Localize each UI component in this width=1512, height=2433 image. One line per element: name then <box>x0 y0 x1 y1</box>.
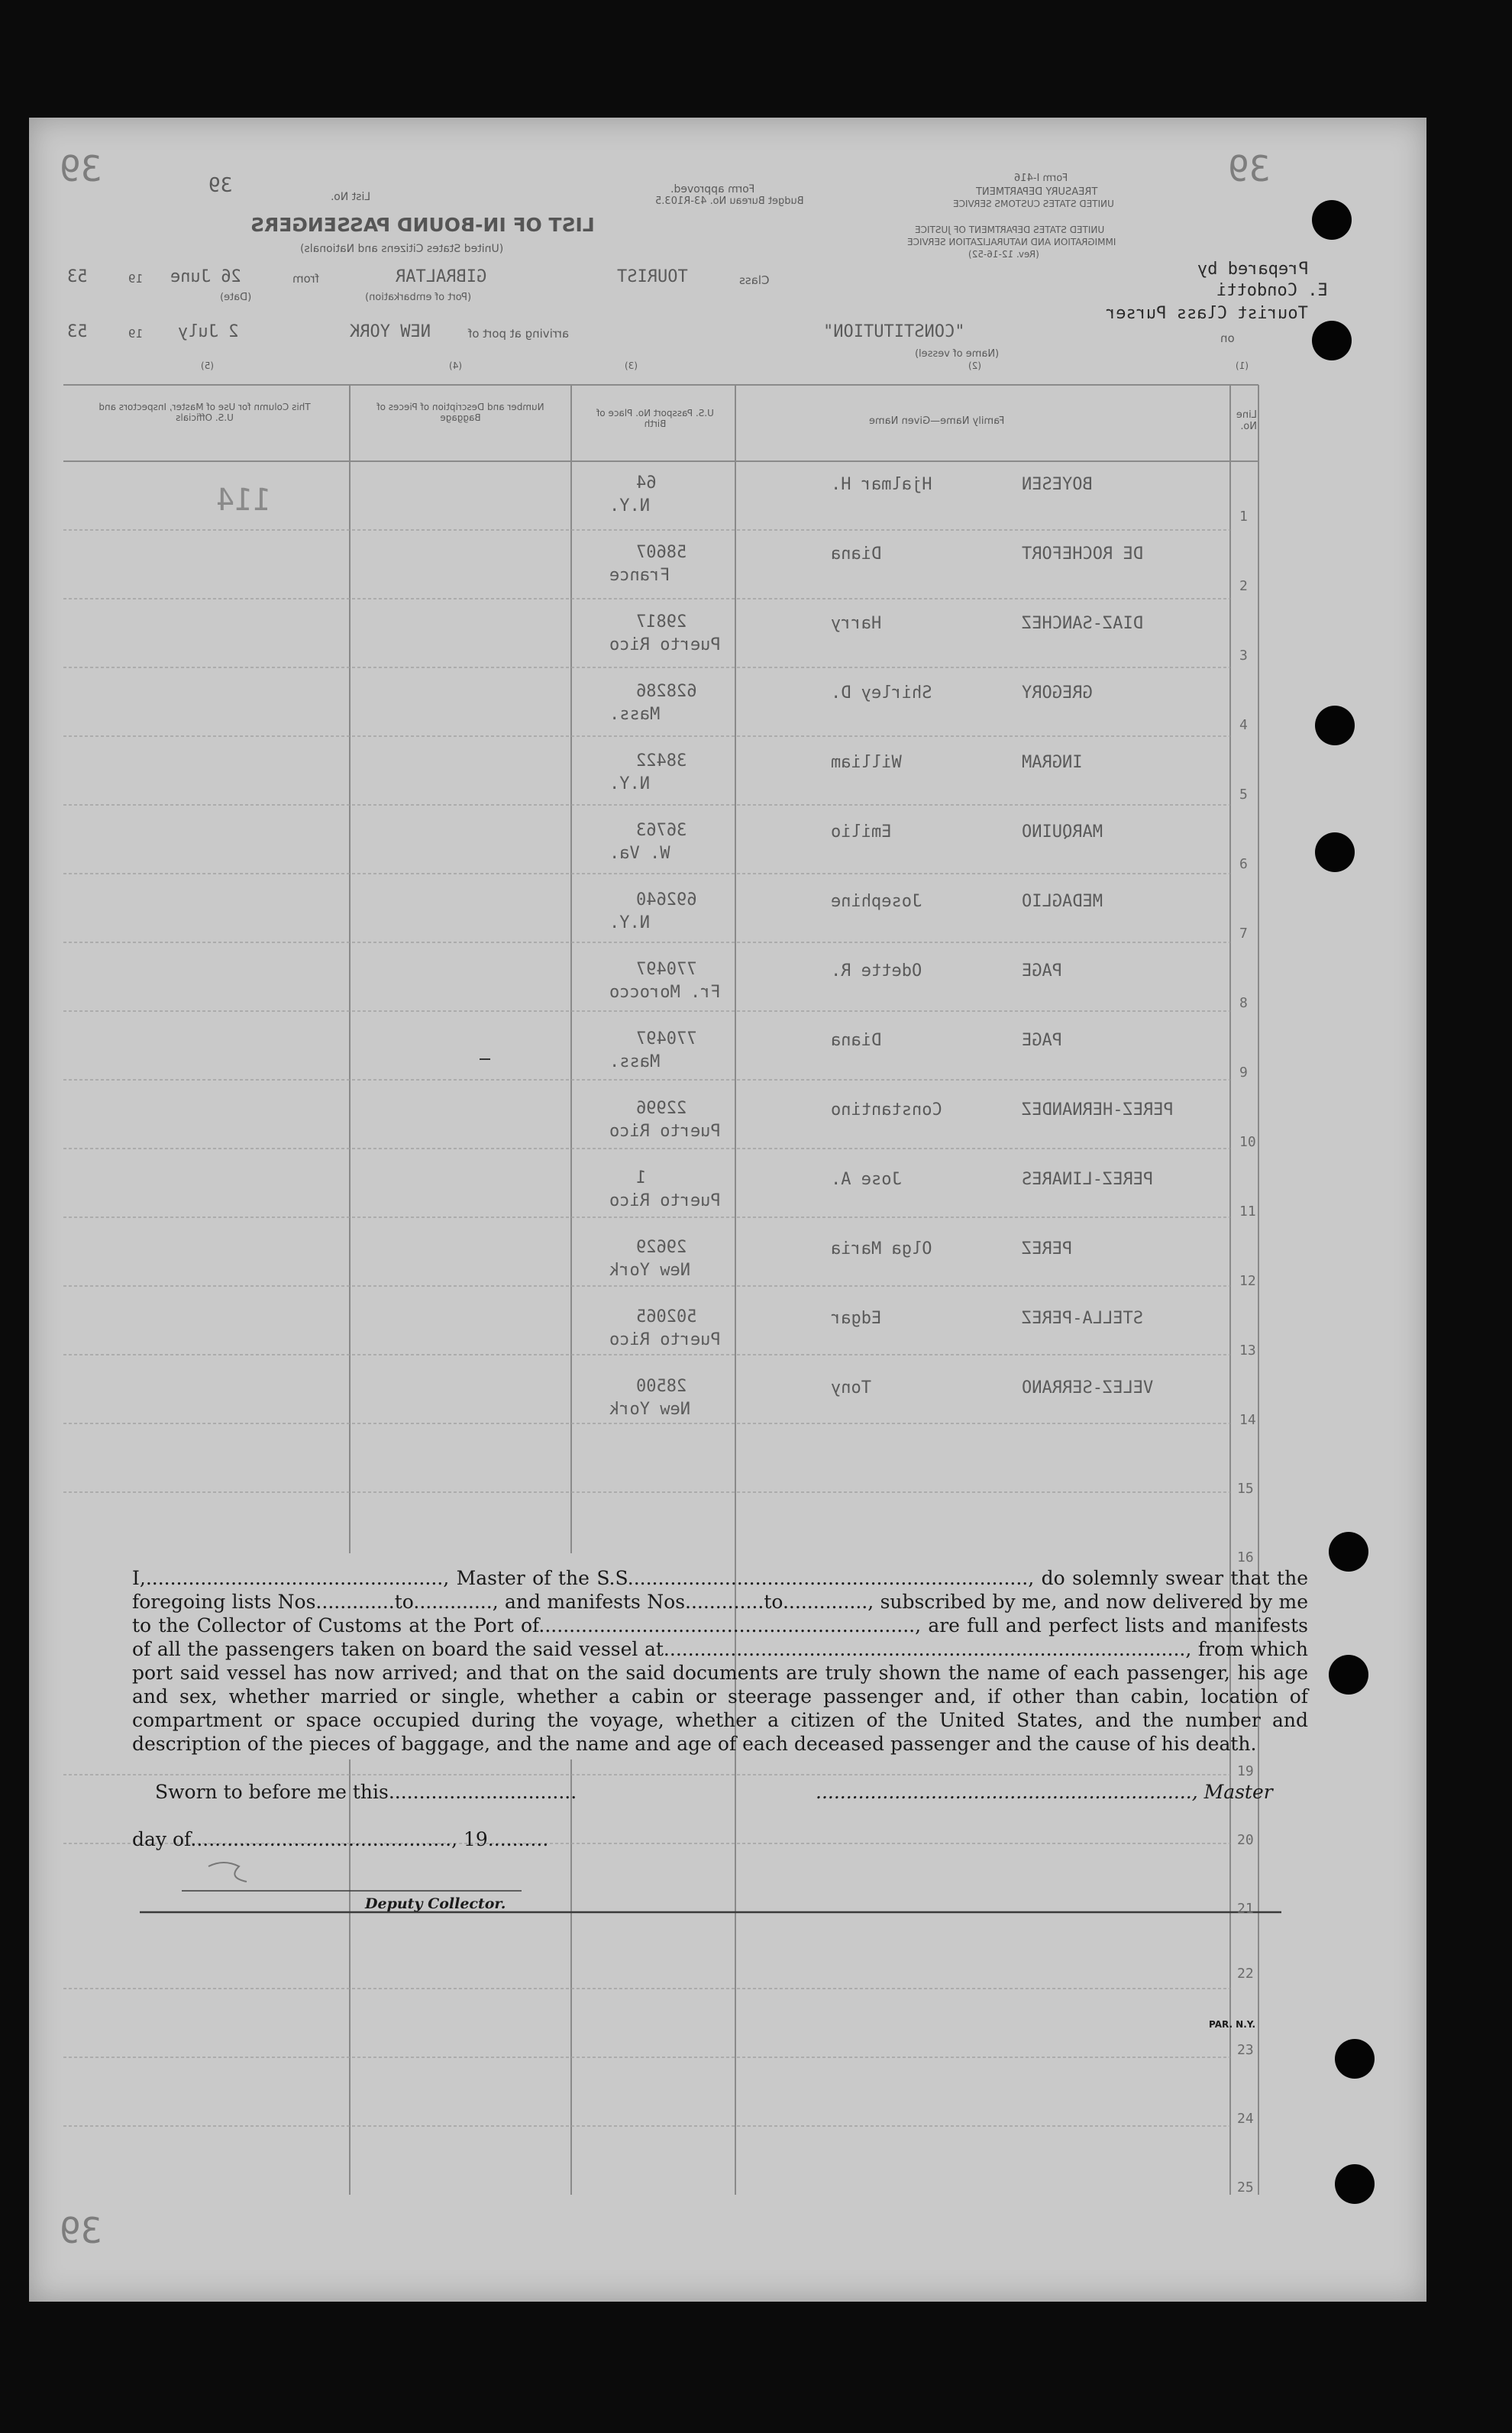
passport-number: 36763 <box>636 821 687 840</box>
place-of-birth-cell <box>609 1261 690 1280</box>
place-of-birth: Puerto Rico <box>609 1330 721 1349</box>
line-number: 24 <box>1237 2111 1254 2127</box>
master-oath <box>132 1566 1308 1756</box>
line-number: 1 <box>1239 509 1248 525</box>
passenger-given-name-cell <box>831 475 932 494</box>
line-number: 10 <box>1239 1134 1256 1150</box>
passenger-family-name: BOYESEN <box>1022 475 1093 494</box>
col-ref-3: (3) <box>625 360 638 371</box>
passenger-family-name: PAGE <box>1022 961 1062 981</box>
table-grid <box>29 118 1426 2302</box>
passenger-given-name: Josephine <box>831 892 922 911</box>
passenger-family-name: PAGE <box>1022 1031 1062 1050</box>
punch-hole <box>1335 2039 1375 2079</box>
passenger-family-name-cell <box>1022 683 1093 703</box>
passport-number-cell <box>636 960 696 979</box>
justice-dept: UNITED STATES DEPARTMENT OF JUSTICE <box>915 225 1105 235</box>
depart-date-caption: (Date) <box>220 292 252 303</box>
passport-number-cell <box>636 1307 696 1326</box>
arrival-year: 53 <box>67 322 88 341</box>
class-label: Class <box>739 273 770 287</box>
sworn-line: Sworn to before me this............................... <box>155 1781 577 1803</box>
port-of-embarkation: GIBRALTAR <box>396 267 487 286</box>
passenger-given-name: Jose A. <box>831 1170 902 1189</box>
col-ref-4: (2) <box>968 360 981 371</box>
passport-number: 29629 <box>636 1238 687 1257</box>
place-of-birth-cell <box>609 566 670 585</box>
form-approved: Form approved. <box>670 183 755 195</box>
place-of-birth-cell <box>609 913 650 932</box>
passport-number-cell <box>636 1377 687 1396</box>
line-number: 7 <box>1239 926 1248 942</box>
place-of-birth: Fr. Morocco <box>609 983 721 1002</box>
column-header-name: Family Name—Given Name <box>869 415 1005 427</box>
place-of-birth: N.Y. <box>609 913 650 932</box>
customs-service: UNITED STATES CUSTOMS SERVICE <box>953 199 1114 209</box>
place-of-birth-cell <box>609 774 650 793</box>
passport-number-cell <box>636 612 687 632</box>
col-ref-1: (5) <box>201 360 214 371</box>
place-of-birth: W. Va. <box>609 844 670 863</box>
place-of-birth-cell <box>609 496 650 515</box>
passenger-family-name: DIAZ-SANCHEZ <box>1022 614 1143 633</box>
passport-number: 64 <box>636 473 657 493</box>
line-number: 3 <box>1239 648 1248 664</box>
passenger-given-name: William <box>831 753 902 772</box>
depart-date: 26 June <box>170 267 241 286</box>
place-of-birth-cell <box>609 1191 721 1210</box>
passenger-given-name: Olga Maria <box>831 1239 932 1259</box>
passport-number: 58607 <box>636 543 687 562</box>
prepared-by: Prepared by <box>1197 260 1309 279</box>
passenger-family-name-cell <box>1022 1309 1143 1328</box>
day-of-line: day of..........................................., 19.......... <box>132 1828 549 1850</box>
place-of-birth-cell <box>609 983 721 1002</box>
passport-number-cell <box>636 1029 696 1048</box>
place-of-birth-cell <box>609 1122 721 1141</box>
passenger-given-name-cell <box>831 822 891 842</box>
passenger-family-name-cell <box>1022 475 1093 494</box>
passenger-given-name-cell <box>831 1309 881 1328</box>
par-ny-label: PAR. N.Y. <box>1209 2019 1256 2030</box>
place-of-birth: New York <box>609 1400 690 1419</box>
passport-number: 38422 <box>636 751 687 771</box>
passenger-family-name-cell <box>1022 961 1062 981</box>
deputy-collector-label: Deputy Collector. <box>365 1895 506 1912</box>
passport-number-cell <box>636 890 696 910</box>
passenger-given-name-cell <box>831 683 932 703</box>
passenger-given-name-cell <box>831 1378 871 1397</box>
col-ref-2: (4) <box>449 360 462 371</box>
passport-number: 1 <box>636 1168 647 1187</box>
passport-number-cell <box>636 1238 687 1257</box>
passport-number-cell <box>636 473 657 493</box>
ins-service: IMMIGRATION AND NATURALIZATION SERVICE <box>907 237 1116 247</box>
passenger-family-name: DE ROCHEFORT <box>1022 544 1143 564</box>
passport-number: 29817 <box>636 612 687 632</box>
on-label: on <box>1220 331 1235 345</box>
line-number: 2 <box>1239 578 1248 594</box>
line-number: 13 <box>1239 1343 1256 1359</box>
passenger-given-name-cell <box>831 614 881 633</box>
treasury-dept: TREASURY DEPARTMENT <box>976 186 1098 198</box>
passenger-given-name: Diana <box>831 544 882 564</box>
arrival-year-label: 19 <box>128 327 144 341</box>
place-of-birth-cell <box>609 1330 721 1349</box>
list-no-label: List No. <box>331 191 371 203</box>
place-of-birth-cell <box>609 1400 690 1419</box>
line-number: 8 <box>1239 995 1248 1011</box>
column-header-baggage: Number and Description of Pieces of Baggage <box>376 402 544 423</box>
prepared-name: E. Condotti <box>1216 281 1328 300</box>
passport-number: 770497 <box>636 960 697 979</box>
passenger-given-name: Hjalmar H. <box>831 475 932 494</box>
passenger-family-name: STELLA-PEREZ <box>1022 1309 1143 1328</box>
line-number: 23 <box>1237 2042 1254 2058</box>
vessel-caption: (Name of vessel) <box>915 348 1000 360</box>
line-number: 20 <box>1237 1832 1254 1848</box>
passport-number: 692640 <box>636 890 697 910</box>
form-revision: (Rev. 12-16-52) <box>968 249 1039 260</box>
passenger-family-name-cell <box>1022 1378 1153 1397</box>
passenger-given-name-cell <box>831 892 922 911</box>
passenger-family-name: MEDAGLIO <box>1022 892 1103 911</box>
punch-hole <box>1312 321 1352 360</box>
passport-number: 28500 <box>636 1377 687 1396</box>
passenger-family-name: PEREZ-HERNANDEZ <box>1022 1100 1174 1120</box>
passenger-family-name-cell <box>1022 822 1103 842</box>
form-number: Form I-416 <box>1014 173 1068 184</box>
place-of-birth-cell <box>609 635 721 654</box>
line-number: 11 <box>1239 1204 1256 1220</box>
passenger-family-name: MARQUINO <box>1022 822 1103 842</box>
passport-number: 770497 <box>636 1029 697 1048</box>
passport-number-cell <box>636 543 687 562</box>
list-number: 39 <box>208 174 233 197</box>
passenger-given-name-cell <box>831 1031 881 1050</box>
punch-hole <box>1335 2164 1375 2204</box>
place-of-birth: Puerto Rico <box>609 1122 721 1141</box>
line-number: 9 <box>1239 1065 1248 1081</box>
place-of-birth: N.Y. <box>609 496 650 515</box>
form-subtitle: (United States Citizens and Nationals) <box>300 243 504 255</box>
handwritten-mark: 114 <box>216 483 272 518</box>
line-number: 4 <box>1239 717 1248 733</box>
passenger-family-name: PEREZ <box>1022 1239 1073 1259</box>
punch-hole <box>1329 1532 1368 1572</box>
place-of-birth-cell <box>609 1052 660 1071</box>
passenger-family-name: INGRAM <box>1022 753 1083 772</box>
place-of-birth: N.Y. <box>609 774 650 793</box>
passport-number-cell <box>636 1099 687 1118</box>
passenger-family-name-cell <box>1022 1170 1153 1189</box>
passenger-given-name: Odette R. <box>831 961 922 981</box>
passenger-family-name: GREGORY <box>1022 683 1093 703</box>
passenger-family-name-cell <box>1022 614 1143 633</box>
punch-hole <box>1329 1655 1368 1695</box>
budget-bureau: Budget Bureau No. 43-R103.5 <box>655 195 804 207</box>
place-of-birth: Mass. <box>609 705 661 724</box>
line-number: 6 <box>1239 856 1248 872</box>
passenger-family-name-cell <box>1022 1100 1174 1120</box>
passenger-given-name-cell <box>831 753 902 772</box>
passenger-given-name: Constantino <box>831 1100 942 1120</box>
form-title: LIST OF IN-BOUND PASSENGERS <box>250 214 595 236</box>
passenger-family-name-cell <box>1022 1031 1062 1050</box>
passport-number: 502065 <box>636 1307 697 1326</box>
line-number: 22 <box>1237 1966 1254 1982</box>
passenger-given-name-cell <box>831 961 922 981</box>
master-signature-line: .............................................................., Master <box>816 1781 1273 1803</box>
arriving-label: arriving at port of <box>468 327 570 341</box>
vessel-name: "CONSTITUTION" <box>823 322 965 341</box>
place-of-birth-cell <box>609 705 660 724</box>
passenger-family-name: PEREZ-LINARES <box>1022 1170 1154 1189</box>
dash-mark <box>480 1058 490 1060</box>
line-number: 5 <box>1239 787 1248 803</box>
from-label: from <box>292 272 319 286</box>
punch-hole <box>1315 706 1355 745</box>
place-of-birth: New York <box>609 1261 690 1280</box>
depart-year: 53 <box>67 267 88 286</box>
passenger-given-name-cell <box>831 544 881 564</box>
place-of-birth-cell <box>609 844 670 863</box>
line-number: 16 <box>1237 1549 1254 1565</box>
passenger-given-name: Edgar <box>831 1309 882 1328</box>
column-header-passport: U.S. Passport No. Place of Birth <box>596 408 714 429</box>
class-value: TOURIST <box>617 267 688 286</box>
passport-number-cell <box>636 751 687 771</box>
passport-number: 22996 <box>636 1099 687 1118</box>
column-header-line-no: Line No. <box>1236 409 1257 432</box>
punch-hole <box>1312 200 1352 240</box>
line-number: 14 <box>1239 1412 1256 1428</box>
passenger-given-name: Tony <box>831 1378 871 1397</box>
oath-text: I,................................................., Master of the S.S.................................................................., do solemnly swear that the foregoing lists Nos.............to............., and manifests Nos.............to.............., subscribed by me, and now delivered by me to the Collector of Customs at the Port of.............................................................., are full and perfect lists and manifests of all the passengers taken on board the said vessel at......................................................................................, from which port said vessel has now arrived; and that on the said documents are truly shown the name of each passenger, his age and sex, whether married or single, whether a cabin or steerage passenger and, if other than cabin, location of compartment or space occupied during the voyage, whether a citizen of the United States, and the number and description of the pieces of baggage, and the name and age of each deceased passenger and the cause of his death. <box>132 1567 1308 1755</box>
line-number: 12 <box>1239 1273 1256 1289</box>
place-of-birth: Mass. <box>609 1052 661 1071</box>
passenger-given-name: Emilio <box>831 822 892 842</box>
line-number: 21 <box>1237 1901 1254 1917</box>
arrival-port: NEW YORK <box>350 322 431 341</box>
passenger-given-name-cell <box>831 1170 902 1189</box>
depart-year-label: 19 <box>128 272 144 286</box>
passport-number: 628286 <box>636 682 697 701</box>
col-ref-5: (1) <box>1236 360 1249 371</box>
place-of-birth: Puerto Rico <box>609 635 721 654</box>
punch-hole <box>1315 832 1355 872</box>
passport-number-cell <box>636 821 687 840</box>
manifest-sheet <box>29 118 1426 2302</box>
column-header-collector: This Column for Use of Master, Inspectors and U.S. Officials <box>99 402 311 423</box>
passenger-family-name: VELEZ-SERRANO <box>1022 1378 1154 1397</box>
line-number: 15 <box>1237 1481 1254 1497</box>
line-number: 25 <box>1237 2179 1254 2196</box>
embarkation-caption: (Port of embarkation) <box>365 292 472 303</box>
passenger-given-name: Harry <box>831 614 882 633</box>
passenger-family-name-cell <box>1022 892 1103 911</box>
page-number-top-left: 39 <box>60 148 102 189</box>
place-of-birth: France <box>609 566 670 585</box>
passport-number-cell <box>636 682 696 701</box>
passport-number-cell <box>636 1168 646 1187</box>
passenger-given-name: Shirley D. <box>831 683 932 703</box>
prepared-title: Tourist Class Purser <box>1106 304 1308 323</box>
passenger-given-name-cell <box>831 1100 942 1120</box>
passenger-given-name: Diana <box>831 1031 882 1050</box>
passenger-family-name-cell <box>1022 544 1143 564</box>
passenger-given-name-cell <box>831 1239 932 1259</box>
line-number: 19 <box>1237 1763 1254 1779</box>
place-of-birth: Puerto Rico <box>609 1191 721 1210</box>
page-number-top-right: 39 <box>1228 148 1271 189</box>
page-number-bottom-left: 39 <box>60 2210 102 2251</box>
passenger-family-name-cell <box>1022 1239 1072 1259</box>
arrival-date: 2 July <box>178 322 239 341</box>
passenger-family-name-cell <box>1022 753 1082 772</box>
